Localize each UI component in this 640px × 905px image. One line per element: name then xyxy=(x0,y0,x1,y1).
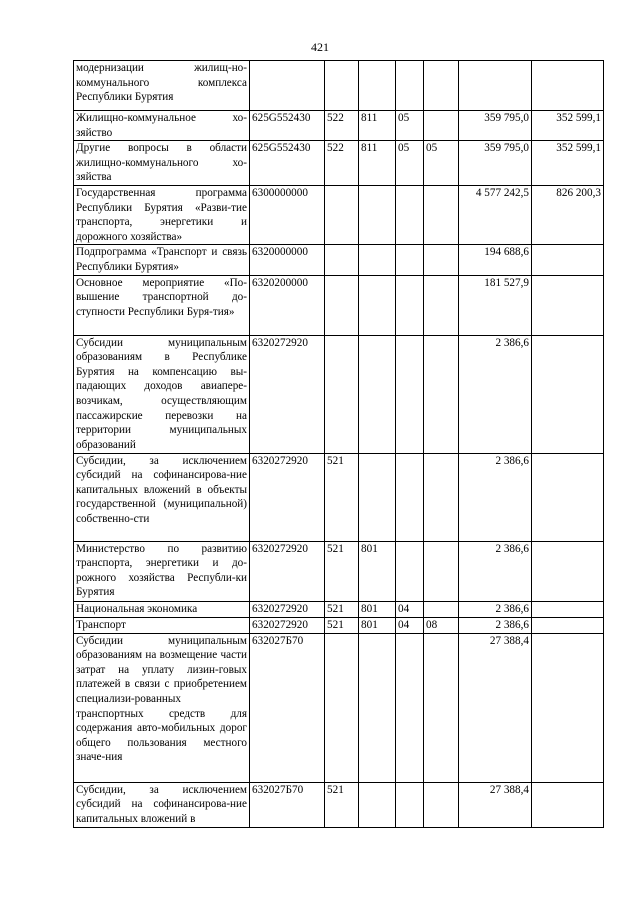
table-row xyxy=(74,633,604,782)
row-amount-1 xyxy=(459,61,532,111)
row-col-4 xyxy=(424,335,459,453)
row-col-2 xyxy=(359,245,396,275)
row-col-4 xyxy=(424,601,459,617)
row-col-2 xyxy=(359,335,396,453)
table-row xyxy=(74,601,604,617)
row-name: Основное мероприятие «По-вышение транспортной до-ступности Республики Буря-тия» xyxy=(76,276,247,318)
row-col-3: 04 xyxy=(396,617,424,633)
row-code: 6320200000 xyxy=(250,275,325,335)
row-code: 632027Б70 xyxy=(250,782,325,827)
row-col-1: 522 xyxy=(325,141,359,186)
row-col-3 xyxy=(396,541,424,601)
row-col-3: 04 xyxy=(396,601,424,617)
row-amount-2 xyxy=(532,453,604,541)
table-row xyxy=(74,275,604,335)
row-col-4 xyxy=(424,782,459,827)
row-col-3 xyxy=(396,782,424,827)
row-col-2: 801 xyxy=(359,541,396,601)
row-col-3 xyxy=(396,61,424,111)
row-amount-2 xyxy=(532,633,604,782)
table-row xyxy=(74,141,604,186)
row-code: 6320272920 xyxy=(250,453,325,541)
row-name-cell xyxy=(74,453,250,541)
row-col-2: 801 xyxy=(359,601,396,617)
row-code: 6300000000 xyxy=(250,185,325,244)
row-name: модернизации жилищ-но-коммунального комплекса Республики Бурятия xyxy=(76,62,247,104)
row-col-1: 521 xyxy=(325,601,359,617)
row-col-2 xyxy=(359,782,396,827)
row-col-4 xyxy=(424,633,459,782)
row-name-cell xyxy=(74,275,250,335)
row-name-cell xyxy=(74,61,250,111)
row-code: 6320000000 xyxy=(250,245,325,275)
row-amount-1: 27 388,4 xyxy=(459,633,532,782)
row-col-3: 05 xyxy=(396,141,424,186)
row-col-1: 521 xyxy=(325,541,359,601)
row-name: Субсидии, за исключением субсидий на софинансирова-ние капитальных вложений в объекты государственной (муниципальной) собственно-сти xyxy=(76,454,247,525)
row-amount-2 xyxy=(532,617,604,633)
row-code: 6320272920 xyxy=(250,617,325,633)
row-name-cell xyxy=(74,111,250,141)
row-col-4 xyxy=(424,453,459,541)
row-col-4: 05 xyxy=(424,141,459,186)
row-col-1: 522 xyxy=(325,111,359,141)
row-name-cell xyxy=(74,541,250,601)
row-col-1 xyxy=(325,275,359,335)
row-col-3 xyxy=(396,245,424,275)
row-name-cell xyxy=(74,141,250,186)
row-name-cell xyxy=(74,633,250,782)
row-col-3 xyxy=(396,275,424,335)
row-amount-2 xyxy=(532,782,604,827)
row-col-1 xyxy=(325,245,359,275)
row-col-4 xyxy=(424,275,459,335)
row-name: Субсидии муниципальным образованиям на возмещение части затрат на уплату лизин-говых платежей в связи с приобретением специализи-рованных транспортных средств для содержания авто-мобильных дорог общего пользования местного значе-ния xyxy=(76,634,247,764)
row-name: Транспорт xyxy=(76,618,126,631)
row-col-4 xyxy=(424,111,459,141)
row-col-4 xyxy=(424,245,459,275)
row-amount-2 xyxy=(532,61,604,111)
row-amount-2: 352 599,1 xyxy=(532,141,604,186)
row-col-1 xyxy=(325,61,359,111)
row-col-2: 811 xyxy=(359,111,396,141)
row-col-1: 521 xyxy=(325,617,359,633)
row-name: Жилищно-коммунальное хо-зяйство xyxy=(76,112,247,139)
row-amount-1: 27 388,4 xyxy=(459,782,532,827)
row-name-cell xyxy=(74,335,250,453)
row-name: Субсидии, за исключением субсидий на софинансирова-ние капитальных вложений в xyxy=(76,783,247,825)
table-row xyxy=(74,782,604,827)
row-name: Подпрограмма «Транспорт и связь Республики Бурятия» xyxy=(76,246,247,273)
page-number: 421 xyxy=(311,40,329,54)
row-col-2: 811 xyxy=(359,141,396,186)
row-col-1: 521 xyxy=(325,782,359,827)
row-amount-1: 359 795,0 xyxy=(459,141,532,186)
row-code: 632027Б70 xyxy=(250,633,325,782)
row-col-4 xyxy=(424,541,459,601)
row-col-1 xyxy=(325,633,359,782)
row-col-3: 05 xyxy=(396,111,424,141)
row-col-1 xyxy=(325,185,359,244)
row-amount-2 xyxy=(532,541,604,601)
table-row xyxy=(74,335,604,453)
row-col-3 xyxy=(396,633,424,782)
row-amount-1: 4 577 242,5 xyxy=(459,185,532,244)
row-col-4: 08 xyxy=(424,617,459,633)
row-col-1 xyxy=(325,335,359,453)
row-col-4 xyxy=(424,185,459,244)
table-row xyxy=(74,453,604,541)
budget-table xyxy=(73,60,604,828)
row-code xyxy=(250,61,325,111)
row-col-3 xyxy=(396,185,424,244)
row-amount-2: 352 599,1 xyxy=(532,111,604,141)
row-amount-1: 2 386,6 xyxy=(459,335,532,453)
row-col-2 xyxy=(359,453,396,541)
row-amount-1: 2 386,6 xyxy=(459,601,532,617)
row-amount-1: 2 386,6 xyxy=(459,617,532,633)
row-name: Государственная программа Республики Бурятия «Разви-тие транспорта, энергетики и дорожного хозяйства» xyxy=(76,186,247,243)
row-amount-2 xyxy=(532,601,604,617)
row-name-cell xyxy=(74,782,250,827)
row-amount-2 xyxy=(532,335,604,453)
row-code: 6320272920 xyxy=(250,541,325,601)
row-amount-1: 2 386,6 xyxy=(459,541,532,601)
row-col-2 xyxy=(359,633,396,782)
row-col-3 xyxy=(396,453,424,541)
row-name-cell xyxy=(74,601,250,617)
row-col-2 xyxy=(359,275,396,335)
row-name-cell xyxy=(74,185,250,244)
table-row xyxy=(74,245,604,275)
row-code: 6320272920 xyxy=(250,335,325,453)
row-name: Субсидии муниципальным образованиям в Республике Бурятия на компенсацию вы-падающих доходов авиапере-возчикам, осуществляющим пассажирские перевозки на территории муниципальных образований xyxy=(76,336,247,451)
row-code: 625G552430 xyxy=(250,111,325,141)
row-col-3 xyxy=(396,335,424,453)
row-amount-1: 359 795,0 xyxy=(459,111,532,141)
row-amount-2 xyxy=(532,275,604,335)
row-col-4 xyxy=(424,61,459,111)
table-row xyxy=(74,617,604,633)
row-amount-2 xyxy=(532,245,604,275)
table-row xyxy=(74,61,604,111)
row-name-cell xyxy=(74,245,250,275)
row-name: Министерство по развитию транспорта, энергетики и до-рожного хозяйства Республи-ки Бурятия xyxy=(76,542,247,599)
row-code: 6320272920 xyxy=(250,601,325,617)
table-row xyxy=(74,541,604,601)
table-row xyxy=(74,185,604,244)
row-col-2 xyxy=(359,61,396,111)
row-col-1: 521 xyxy=(325,453,359,541)
row-name: Национальная экономика xyxy=(76,602,198,615)
row-amount-1: 2 386,6 xyxy=(459,453,532,541)
row-amount-2: 826 200,3 xyxy=(532,185,604,244)
table-row xyxy=(74,111,604,141)
row-col-2: 801 xyxy=(359,617,396,633)
row-amount-1: 181 527,9 xyxy=(459,275,532,335)
row-code: 625G552430 xyxy=(250,141,325,186)
row-name-cell xyxy=(74,617,250,633)
row-col-2 xyxy=(359,185,396,244)
row-name: Другие вопросы в области жилищно-коммунального хо-зяйства xyxy=(76,142,247,184)
row-amount-1: 194 688,6 xyxy=(459,245,532,275)
